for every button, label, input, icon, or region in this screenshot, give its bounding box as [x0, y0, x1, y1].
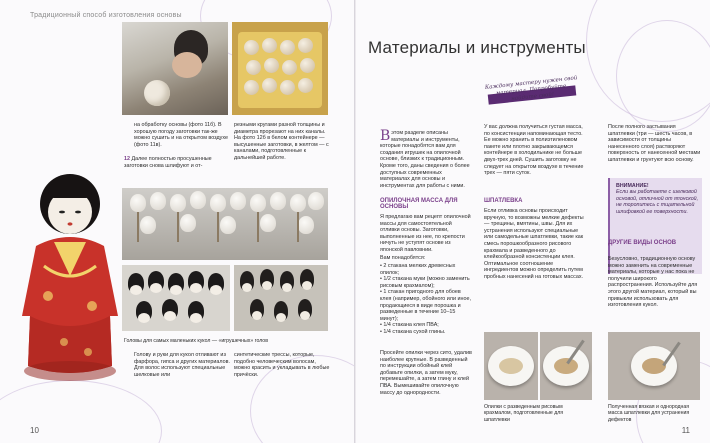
text-col3-top: После полного застывания шпатлевки (три — шесть часов, в зависимости от толщины нанесенного слоя) растворяют поверхность от нанесенной местами шпатлевки и грунтуют всю основу.	[608, 124, 701, 163]
caption-photos: Головы для самых маленьких кукол — «игрушечных» голов	[124, 338, 268, 344]
running-head: Традиционный способ изготовления основы	[30, 12, 182, 19]
ingredient-item: • 1/4 стакана клея ПВА;	[380, 322, 439, 329]
attention-text: Если вы работаете с шелковой основой, отличной от японской, не торопитесь с тщательной шлифовкой ее поверхности.	[616, 189, 699, 215]
text-need-label: Вам понадобятся:	[380, 255, 426, 261]
photo-heads-with-hair	[122, 265, 230, 331]
text-other: Безусловно, традиционную основу можно заменить на современные материалы, которые у нас пока не получили широкого распространения. Используйте для этого другой материал, который вы привыкли использовать для изготовления кукол.	[608, 256, 698, 309]
floral-ornament	[616, 20, 710, 132]
intro-text: этом разделе описаны материалы и инструменты, которые понадобятся вам для создания игрушек на опилочной основе, близких к традиционным. Кроме того, даны сведения о более доступных современных материалах для основы и инструментах для работы с ними.	[380, 130, 470, 189]
text-col2-top: У вас должна получиться густая масса, по консистенции напоминающая тесто. Ее можно хранить в полиэтиленовом пакете или плотно закрывающемся контейнере в холодильнике не больше двух-трех дней. Сушить заготовку не следует на открытом воздухе в течение трех — пяти суток.	[484, 124, 584, 177]
step-text: Далее полностью просушенные заготовки снова шлифуют и от-	[124, 156, 212, 169]
doll-illustration	[14, 166, 126, 416]
step-number: 12	[124, 156, 130, 162]
ingredient-item: • 1/2 стакана муки (можно заменить рисовым крахмалом);	[380, 276, 470, 289]
ingredient-list	[380, 263, 472, 336]
heading-putty: ШПАТЛЕВКА	[484, 198, 523, 204]
text-mass: Я предлагаю вам рецепт опилочной массы для самостоятельной отливки основы. Заготовки, выполненные из нее, по крепости ничуть не уступят основе из японской павловнии.	[380, 214, 471, 253]
text-mass-end: Просейте опилки через сито, удалив наиболее крупные. В разведенный по инструкции обойный клей добавьте опилки, а затем муку, перемешайте, а затем глину и клей ПВА. Вымешивайте опилочную массу до однородности.	[380, 350, 472, 396]
attention-content	[616, 183, 700, 215]
quote-badge	[484, 74, 580, 114]
text-col1-top: на обработку основы (фото 11б). В хорошую погоду заготовки так-же можно сушить и на открытом воздухе (фото 11в).	[134, 122, 228, 148]
drop-cap: В	[380, 128, 391, 144]
photo-bowl-mixed	[540, 332, 592, 400]
ingredient-item: • 1 стакан пригодного для обоев клея (например, обойного или иное, продающиеся в виде порошка и разведенные в течение 10–15 минут);	[380, 289, 471, 322]
text-step-12	[124, 156, 228, 169]
page-number: 11	[681, 426, 690, 435]
caption-bowl-2: Полученная вязкая и однородная масса шпатлевки для устранения дефектов	[608, 404, 690, 423]
heading-other: ДРУГИЕ ВИДЫ ОСНОВ	[608, 240, 677, 246]
right-page	[356, 0, 710, 443]
text-col2-top: резными кругами разной толщины и диаметра прорезают на них каналы. На фото 12б в белом контейнере — высушенные заготовки, в желтом — с каналами, подготовленные к дальнейшей работе.	[234, 122, 329, 161]
page-number: 10	[30, 426, 39, 435]
page-title: Материалы и инструменты	[368, 38, 586, 57]
badge-text: Каждому мастеру нужен свой материал. Попробуйте, найдите свой!	[484, 75, 578, 103]
ingredient-item: • 2 стакана мелких древесных опилок;	[380, 263, 456, 276]
intro-paragraph	[380, 130, 472, 189]
photo-drying-heads	[122, 22, 228, 115]
ingredient-item: • 1/4 стакана сухой глины.	[380, 328, 446, 335]
text-bottom-left: Голову и руки для кукол отливают из фарфора, гипса и других материалов. Для волос используют специальные шелковые или	[134, 352, 230, 378]
text-bottom-right: синтетические трессы, которые, подобно человеческим волосам, можно красить и укладывать в любые причёски.	[234, 352, 330, 378]
photo-heads-on-sticks	[122, 188, 328, 260]
text-putty: Если отливка основы происходит вручную, то возможны мелкие дефекты — трещины, вмятины, швы. Для их устранения используют специальные или самодельные шпатлевки, такие как смесь порошкообразного рисового крахмала и разведенного до клейкообразной консистенции клея. Оптимальное соотношение ингредиентов можно определить путем пробных нанесений на готовых массах.	[484, 208, 584, 280]
caption-bowl-1: Опилки с разведенным рисовым крахмалом, подготовленные для шпатлевки	[484, 404, 564, 423]
photo-heads-with-hair-2	[234, 265, 328, 331]
heading-mass: ОПИЛОЧНАЯ МАССА ДЛЯ ОСНОВЫ	[380, 198, 458, 210]
left-page	[0, 0, 354, 443]
photo-heads-in-tray	[232, 22, 328, 115]
photo-bowl-sawdust	[484, 332, 538, 400]
photo-bowl-putty	[608, 332, 700, 400]
attention-heading: ВНИМАНИЕ!	[616, 183, 649, 189]
